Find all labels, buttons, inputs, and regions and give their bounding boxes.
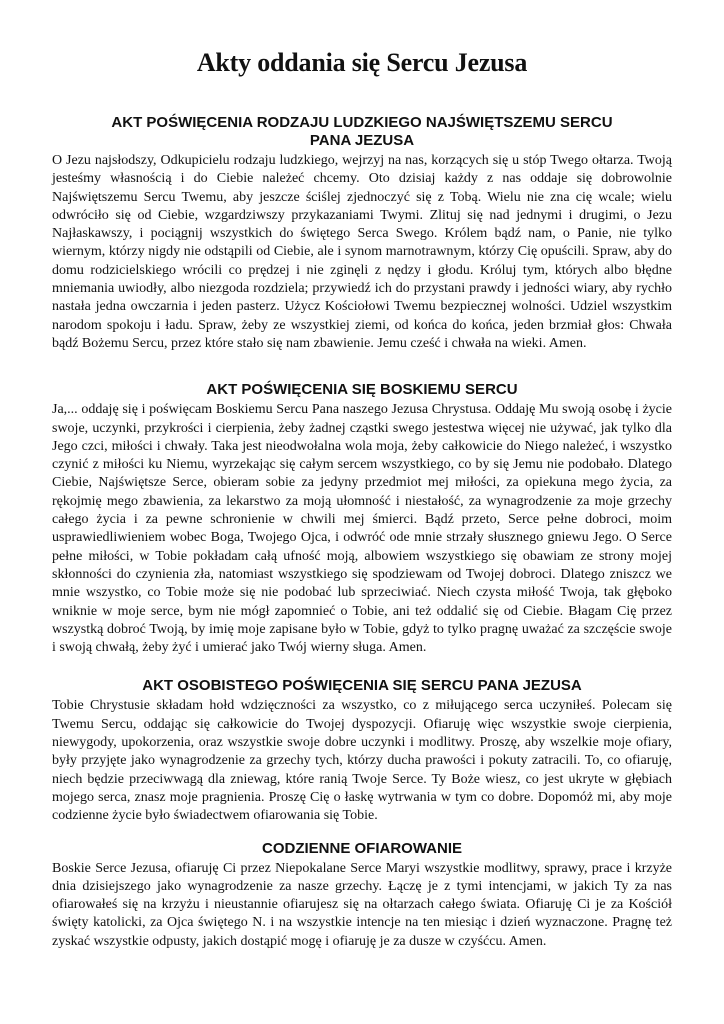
document-page: [52, 48, 672, 951]
section-body: Tobie Chrystusie składam hołd wdzięczności za wszystko, co z miłującego serca uczyniłeś. Polecam się Twemu Sercu, oddając się całkowicie do Twojej dyspozycji. Ofiaruję więc wszystkie swoje cierpienia, niewygody, upokorzenia, oraz wszystkie swoje dobre uczynki i modlitwy. Proszę, aby wszelkie moje ofiary, były przyjęte jako wynagrodzenie za grzechy tych, którzy ducha prawości i pokuty zatracili. To, co ofiaruję, niech będzie przeciwwagą dla zniewag, które ranią Twoje Serce. Ty Boże wiesz, co jest ukryte w głębiach mojego serca, znasz moje pragnienia. Proszę Cię o łaskę wytrwania w tym co dobre. Dopomóż mi, aby moje codzienne życie było świadectwem ofiarowania się Tobie.: [52, 698, 672, 824]
section-heading-line1: AKT POŚWIĘCENIA RODZAJU LUDZKIEGO NAJŚWIĘTSZEMU SERCU: [111, 114, 613, 131]
section-daily-offering: [52, 840, 672, 951]
section-heading: AKT OSOBISTEGO POŚWIĘCENIA SIĘ SERCU PANA JEZUSA: [142, 677, 582, 695]
section-heading: [52, 114, 672, 150]
section-heading: CODZIENNE OFIAROWANIE: [261, 839, 462, 857]
section-personal-consecration: [52, 677, 672, 825]
section-consecration-divine-heart: [52, 381, 672, 657]
page-title: Akty oddania się Sercu Jezusa: [196, 48, 528, 77]
section-heading-line2: PANA JEZUSA: [309, 132, 415, 149]
section-heading: AKT POŚWIĘCENIA SIĘ BOSKIEMU SERCU: [206, 381, 518, 399]
section-consecration-mankind: [52, 114, 672, 353]
section-body: Boskie Serce Jezusa, ofiaruję Ci przez Niepokalane Serce Maryi wszystkie modlitwy, sprawy, prace i krzyże dnia dzisiejszego jako wynagrodzenie za nasze grzechy. Łączę je z tymi intencjami, w jakich Ty za nas ofiarowałeś się na krzyżu i nieustannie ofiarujesz się na ołtarzach całego świata. Ofiaruję Ci je za Kościół święty katolicki, za Ojca świętego N. i na wszystkie intencje na ten miesiąc i dzień wyznaczone. Pragnę też zyskać wszystkie odpusty, jakich dostąpić mogę i ofiaruję je za dusze w czyśćcu. Amen.: [52, 860, 672, 949]
section-body: O Jezu najsłodszy, Odkupicielu rodzaju ludzkiego, wejrzyj na nas, korzących się u stóp Twego ołtarza. Twoją jesteśmy własnością i do Ciebie należeć chcemy. Oto dzisiaj każdy z nas oddaje się dobrowolnie Najświętszemu Sercu Twemu, aby jeszcze ściślej zjednoczyć się z Tobą. Wielu nie zna cię wcale; wielu odwróciło się od Ciebie, wzgardziwszy przykazaniami Twymi. Zlituj się nad jednymi i drugimi, o Jezu Najłaskawszy, i pociągnij wszystkich do świętego Serca Swego. Królem bądź nam, o Panie, nie tylko wiernym, którzy nigdy nie odstąpili od Ciebie, ale i synom marnotrawnym, którzy Cię opuścili. Spraw, aby do domu rodzicielskiego wrócili co prędzej i nie zginęli z nędzy i głodu. Króluj tym, których albo błędne mniemania uwiodły, albo niezgoda rozdziela; przywiedź ich do przystani prawdy i jedności wiary, aby rychło nastała jedna owczarnia i jeden pasterz. Użycz Kościołowi Twemu bezpiecznej wolności. Udziel wszystkim narodom spokoju i ładu. Spraw, żeby ze wszystkiej ziemi, od końca do końca, jeden brzmiał głos: Chwała bądź Bożemu Sercu, przez które stało się nam zbawienie. Jemu cześć i chwała na wieki. Amen.: [52, 153, 672, 351]
section-body: Ja,... oddaję się i poświęcam Boskiemu Sercu Pana naszego Jezusa Chrystusa. Oddaję Mu swoją osobę i życie swoje, uczynki, przykrości i cierpienia, żeby żadnej cząstki swego jestestwa więcej nie używać, jak tylko dla Jego czci, miłości i chwały. Taka jest nieodwołalna wola moja, żeby całkowicie do Niego należeć, i wszystko czynić z miłości ku Niemu, wyrzekając się całym sercem wszystkiego, co by się Jemu nie podobało. Dlatego Ciebie, Najświętsze Serce, obieram sobie za jedyny przedmiot mej miłości, za opiekuna mego życia, za rękojmię mego zbawienia, za lekarstwo za moją ułomność i niestałość, za wynagrodzenie za moje grzechy całego życia i za pewne schronienie w chwili mej śmierci. Bądź przeto, Serce pełne dobroci, moim usprawiedliwieniem wobec Boga, Twojego Ojca, i odwróć ode mnie strzały słusznego gniewu Jego. O Serce pełne miłości, w Tobie pokładam całą ufność moją, albowiem wszystkiego się obawiam ze strony mojej skłonności do czynienia zła, natomiast wszystkiego się spodziewam od Twojej dobroci. Dlatego zniszcz we mnie wszystko, co Tobie może się nie podobać lub sprzeciwiać. Niech czysta miłość Twoja, tak głęboko wniknie w moje serce, bym nie mógł zapomnieć o Tobie, ani też oddalić się od Ciebie. Błagam Cię przez wszystką dobroć Twoją, by imię moje zapisane było w Tobie, gdyż to tylko pragnę uważać za szczęście swoje i swoją chwałą, żeby żyć i umierać jako Twój wierny sługa. Amen.: [52, 402, 672, 656]
